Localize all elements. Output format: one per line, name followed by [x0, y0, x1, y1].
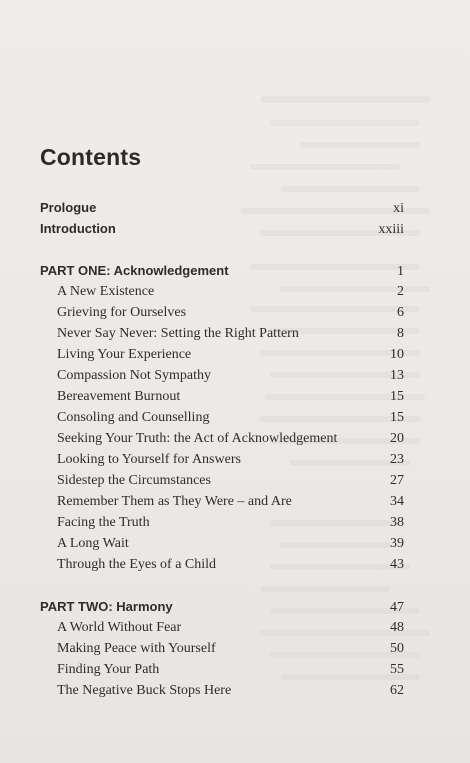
toc-entry[interactable]	[40, 533, 404, 554]
toc-entry[interactable]	[40, 365, 404, 386]
toc-entry-label: Facing the Truth	[57, 515, 150, 530]
toc-entry-label: Seeking Your Truth: the Act of Acknowledgement	[57, 431, 338, 446]
toc-page-number: 43	[390, 557, 404, 572]
toc-page-number: 55	[390, 662, 404, 677]
toc-page-number: 27	[390, 473, 404, 488]
toc-entry-label: A World Without Fear	[57, 620, 182, 635]
toc-entry-label: A Long Wait	[57, 536, 129, 551]
toc-entry-label: Never Say Never: Setting the Right Pattern	[57, 326, 299, 341]
toc-entry-label: A New Existence	[57, 284, 155, 299]
toc-page-number: xi	[393, 201, 404, 216]
toc-page-number: 20	[390, 431, 404, 446]
section-spacer	[40, 575, 404, 596]
toc-page-number: 50	[390, 641, 404, 656]
toc-page-number: 10	[390, 347, 404, 362]
toc-entry[interactable]	[40, 407, 404, 428]
part-heading-label: PART ONE: Acknowledgement	[40, 263, 229, 278]
toc-part-one-heading[interactable]	[40, 260, 404, 281]
toc-entry-label: Remember Them as They Were – and Are	[57, 494, 292, 509]
toc-entry[interactable]	[40, 428, 404, 449]
toc-page-number: 15	[390, 410, 404, 425]
toc-entry[interactable]	[40, 281, 404, 302]
toc-entry[interactable]	[40, 302, 404, 323]
contents-title: Contents	[40, 144, 142, 170]
toc-page-number: 38	[390, 515, 404, 530]
toc-page-number: 13	[390, 368, 404, 383]
toc-entry-label: Grieving for Ourselves	[57, 305, 187, 320]
part-heading-label: PART TWO: Harmony	[40, 599, 173, 614]
toc-entry-label: Introduction	[40, 221, 116, 236]
table-of-contents	[40, 197, 404, 701]
toc-entry-introduction[interactable]	[40, 218, 404, 239]
toc-page-number: 62	[390, 683, 404, 698]
toc-entry-label: Prologue	[40, 200, 97, 215]
toc-entry-label: The Negative Buck Stops Here	[57, 683, 232, 698]
toc-entry[interactable]	[40, 617, 404, 638]
toc-entry-label: Compassion Not Sympathy	[57, 368, 212, 383]
toc-page-number: 15	[390, 389, 404, 404]
toc-entry[interactable]	[40, 554, 404, 575]
section-spacer	[40, 239, 404, 260]
part-one-entries	[40, 281, 404, 575]
toc-page-number: 6	[397, 305, 404, 320]
toc-entry[interactable]	[40, 491, 404, 512]
toc-entry[interactable]	[40, 680, 404, 701]
toc-entry[interactable]	[40, 449, 404, 470]
toc-page-number: 34	[390, 494, 404, 509]
toc-page-number: 39	[390, 536, 404, 551]
toc-page-number: xxiii	[378, 222, 404, 237]
toc-entry[interactable]	[40, 386, 404, 407]
toc-entry[interactable]	[40, 323, 404, 344]
toc-entry[interactable]	[40, 512, 404, 533]
toc-entry-label: Finding Your Path	[57, 662, 160, 677]
toc-entry-label: Bereavement Burnout	[57, 389, 181, 404]
toc-entry-label: Looking to Yourself for Answers	[57, 452, 241, 467]
toc-page-number: 1	[397, 264, 404, 279]
toc-page-number: 23	[390, 452, 404, 467]
toc-page-number: 47	[390, 600, 404, 615]
toc-entry-label: Sidestep the Circumstances	[57, 473, 211, 488]
toc-entry-prologue[interactable]	[40, 197, 404, 218]
toc-entry-label: Consoling and Counselling	[57, 410, 210, 425]
toc-entry-label: Making Peace with Yourself	[57, 641, 216, 656]
toc-entry-label: Through the Eyes of a Child	[57, 557, 217, 572]
toc-page-number: 48	[390, 620, 404, 635]
toc-entry-label: Living Your Experience	[57, 347, 192, 362]
toc-entry[interactable]	[40, 638, 404, 659]
toc-entry[interactable]	[40, 659, 404, 680]
toc-part-two-heading[interactable]	[40, 596, 404, 617]
toc-entry[interactable]	[40, 470, 404, 491]
toc-page-number: 2	[397, 284, 404, 299]
part-two-entries	[40, 617, 404, 701]
toc-page-number: 8	[397, 326, 404, 341]
toc-entry[interactable]	[40, 344, 404, 365]
